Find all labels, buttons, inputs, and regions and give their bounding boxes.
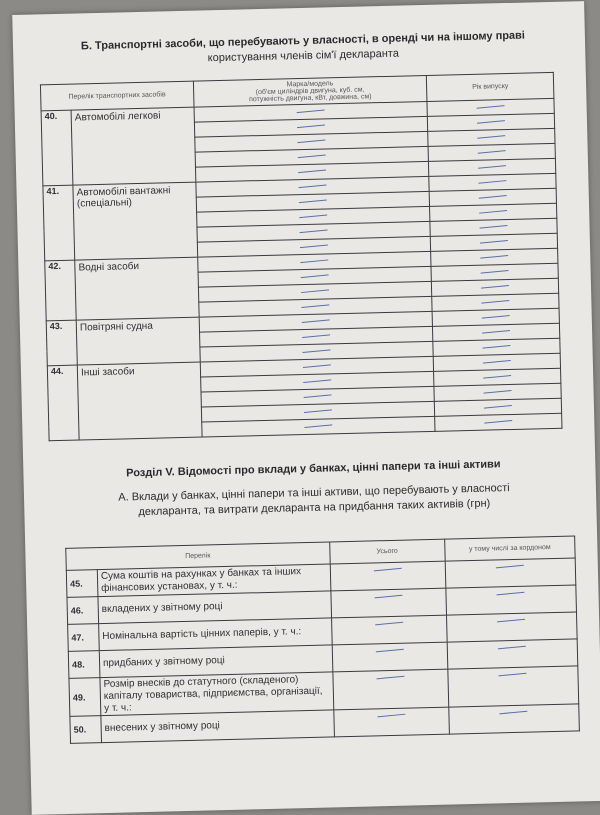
handwritten-dash bbox=[479, 210, 507, 215]
handwritten-dash bbox=[301, 289, 329, 294]
total-cell[interactable] bbox=[332, 669, 448, 710]
document-page bbox=[12, 1, 600, 815]
section-b-title-line2: користування членів сім'ї декларанта bbox=[207, 47, 400, 65]
handwritten-dash bbox=[374, 568, 402, 573]
header-assets-list: Перелік bbox=[66, 542, 330, 570]
handwritten-dash bbox=[304, 409, 332, 414]
handwritten-dash bbox=[302, 349, 330, 354]
section-b-title bbox=[43, 28, 564, 71]
vehicle-category-label: Водні засоби bbox=[75, 257, 199, 320]
asset-label: Сума коштів на рахунках у банках та інших фінансових установах, у т. ч.: bbox=[97, 564, 330, 597]
row-number: 40. bbox=[41, 110, 73, 186]
header-model: Марка/модель (об'єм циліндрів двигуна, куб. см, потужність двигуна, кВт, довжина, см) bbox=[193, 75, 427, 107]
handwritten-dash bbox=[477, 105, 505, 110]
year-cell[interactable] bbox=[435, 413, 562, 431]
abroad-cell[interactable] bbox=[446, 612, 577, 642]
handwritten-dash bbox=[298, 184, 326, 189]
asset-label: придбаних у звітному році bbox=[99, 645, 332, 678]
header-total: Усього bbox=[329, 539, 445, 564]
handwritten-dash bbox=[297, 139, 325, 144]
handwritten-dash bbox=[478, 150, 506, 155]
abroad-cell[interactable] bbox=[448, 666, 579, 707]
total-cell[interactable] bbox=[330, 588, 446, 618]
handwritten-dash bbox=[479, 195, 507, 200]
row-number: 42. bbox=[45, 260, 77, 321]
row-number: 46. bbox=[67, 597, 99, 625]
asset-label: Розмір внесків до статутного (складеного) капіталу товариства, підприємства, організації, у т. ч.: bbox=[100, 672, 333, 716]
handwritten-dash bbox=[376, 676, 404, 681]
handwritten-dash bbox=[301, 304, 329, 309]
vehicles-table bbox=[40, 72, 563, 441]
vehicle-category-label: Інші засоби bbox=[77, 362, 201, 440]
handwritten-dash bbox=[483, 360, 511, 365]
section-v-subtitle-line1: А. Вклади у банках, цінні папери та інші активи, що перебувають у власності bbox=[118, 482, 510, 504]
handwritten-dash bbox=[300, 259, 328, 264]
handwritten-dash bbox=[301, 274, 329, 279]
handwritten-dash bbox=[499, 673, 527, 678]
handwritten-dash bbox=[477, 120, 505, 125]
section-v-subtitle bbox=[54, 479, 575, 522]
handwritten-dash bbox=[484, 420, 512, 425]
abroad-cell[interactable] bbox=[446, 585, 577, 615]
section-v-title-text: Розділ V. Відомості про вклади у банках, цінні папери та інші активи bbox=[126, 458, 501, 480]
handwritten-dash bbox=[482, 330, 510, 335]
handwritten-dash bbox=[303, 364, 331, 369]
section-b-title-line1: Б. Транспортні засоби, що перебувають у власності, в оренді чи на іншому праві bbox=[80, 29, 526, 53]
section-v-subtitle-line2: декларанта, та витрати декларанта на придбання таких активів (грн) bbox=[138, 497, 491, 519]
handwritten-dash bbox=[480, 255, 508, 260]
handwritten-dash bbox=[303, 379, 331, 384]
row-number: 41. bbox=[43, 185, 75, 261]
handwritten-dash bbox=[298, 154, 326, 159]
total-cell[interactable] bbox=[330, 561, 446, 591]
handwritten-dash bbox=[478, 165, 506, 170]
handwritten-dash bbox=[375, 622, 403, 627]
handwritten-dash bbox=[298, 169, 326, 174]
asset-label: Номінальна вартість цінних паперів, у т. ч.: bbox=[99, 618, 332, 651]
handwritten-dash bbox=[481, 300, 509, 305]
handwritten-dash bbox=[480, 225, 508, 230]
vehicle-category-label: Автомобілі легкові bbox=[71, 107, 195, 185]
total-cell[interactable] bbox=[333, 707, 449, 737]
row-number: 50. bbox=[70, 716, 102, 744]
handwritten-dash bbox=[480, 240, 508, 245]
handwritten-dash bbox=[483, 375, 511, 380]
handwritten-dash bbox=[377, 714, 405, 719]
handwritten-dash bbox=[304, 394, 332, 399]
total-cell[interactable] bbox=[331, 615, 447, 645]
handwritten-dash bbox=[481, 270, 509, 275]
handwritten-dash bbox=[297, 124, 325, 129]
handwritten-dash bbox=[375, 649, 403, 654]
handwritten-dash bbox=[302, 319, 330, 324]
abroad-cell[interactable] bbox=[445, 558, 576, 588]
header-abroad: у тому числі за кордоном bbox=[444, 536, 575, 561]
handwritten-dash bbox=[497, 592, 525, 597]
handwritten-dash bbox=[299, 214, 327, 219]
row-number: 43. bbox=[46, 320, 77, 366]
total-cell[interactable] bbox=[332, 642, 448, 672]
vehicle-category-label: Повітряні судна bbox=[76, 317, 200, 365]
handwritten-dash bbox=[300, 244, 328, 249]
handwritten-dash bbox=[484, 390, 512, 395]
abroad-cell[interactable] bbox=[447, 639, 578, 669]
handwritten-dash bbox=[479, 180, 507, 185]
handwritten-dash bbox=[500, 711, 528, 716]
handwritten-dash bbox=[498, 646, 526, 651]
row-number: 44. bbox=[47, 365, 79, 441]
handwritten-dash bbox=[481, 285, 509, 290]
header-year: Рік випуску bbox=[427, 72, 554, 101]
handwritten-dash bbox=[498, 619, 526, 624]
vehicle-category-label: Автомобілі вантажні (спеціальні) bbox=[73, 182, 197, 260]
asset-label: внесених у звітному році bbox=[101, 710, 334, 743]
handwritten-dash bbox=[496, 565, 524, 570]
handwritten-dash bbox=[482, 315, 510, 320]
header-vehicle-list: Перелік транспортних засобів bbox=[40, 81, 193, 111]
handwritten-dash bbox=[302, 334, 330, 339]
row-number: 47. bbox=[68, 624, 100, 652]
handwritten-dash bbox=[484, 405, 512, 410]
handwritten-dash bbox=[304, 424, 332, 429]
section-v-title bbox=[53, 455, 573, 483]
handwritten-dash bbox=[477, 135, 505, 140]
handwritten-dash bbox=[483, 345, 511, 350]
assets-table bbox=[65, 535, 580, 743]
row-number: 49. bbox=[69, 678, 101, 717]
handwritten-dash bbox=[374, 595, 402, 600]
row-number: 48. bbox=[68, 651, 100, 679]
handwritten-dash bbox=[297, 109, 325, 114]
handwritten-dash bbox=[299, 199, 327, 204]
handwritten-dash bbox=[300, 229, 328, 234]
abroad-cell[interactable] bbox=[449, 704, 580, 734]
row-number: 45. bbox=[66, 570, 98, 598]
asset-label: вкладених у звітному році bbox=[98, 591, 331, 624]
